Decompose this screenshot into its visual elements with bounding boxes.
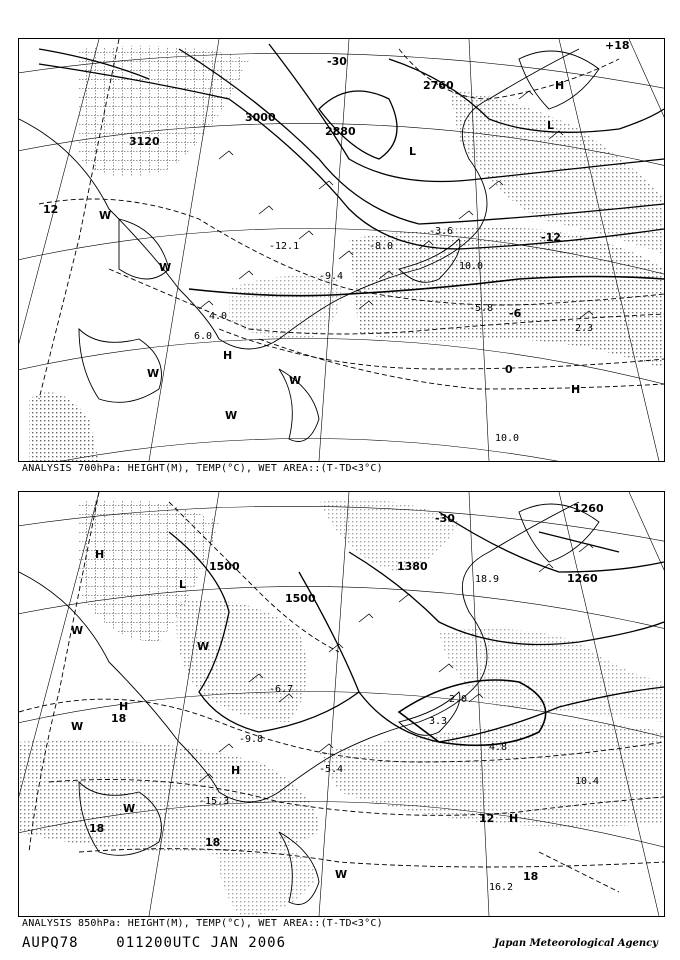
center-marker: L	[409, 145, 417, 158]
temp-label: -6	[509, 307, 522, 320]
center-marker: H	[555, 79, 565, 92]
center-marker: W	[71, 624, 84, 637]
chart-datetime: 011200UTC JAN 2006	[116, 935, 287, 951]
height-label: 2880	[325, 125, 356, 138]
wet-area-shading	[19, 500, 664, 917]
caption-850hpa: ANALYSIS 850hPa: HEIGHT(M), TEMP(°C), WET AREA::(T-TD<3°C)	[22, 918, 383, 929]
height-label: 3120	[129, 135, 160, 148]
center-marker: W	[197, 640, 210, 653]
chart-code: AUPQ78	[22, 935, 79, 951]
station-value: -12.1	[269, 241, 300, 252]
height-label: 1500	[285, 592, 316, 605]
center-marker: W	[99, 209, 112, 222]
temp-label: -12	[541, 231, 561, 244]
center-marker: W	[71, 720, 84, 733]
height-label: 1500	[209, 560, 240, 573]
station-value: 10.4	[575, 776, 600, 787]
chart-header	[22, 935, 286, 951]
station-value: 2.3	[575, 323, 594, 334]
temp-label: 12	[43, 203, 59, 216]
map-700hpa	[18, 38, 665, 462]
center-marker: L	[547, 119, 555, 132]
center-marker: W	[335, 868, 348, 881]
center-marker: H	[223, 349, 233, 362]
center-marker: H	[571, 383, 581, 396]
station-value: -15.3	[199, 796, 230, 807]
station-value: 4.0	[209, 311, 228, 322]
station-value: 2.0	[449, 694, 468, 705]
station-value: -9.4	[319, 271, 344, 282]
center-marker: H	[509, 812, 519, 825]
map-850hpa-canvas	[19, 492, 664, 916]
temp-label: 18	[205, 836, 221, 849]
map-850hpa	[18, 491, 665, 917]
station-value: 10.0	[495, 433, 520, 444]
center-marker: H	[95, 548, 105, 561]
center-marker: L	[179, 578, 187, 591]
center-marker: H	[119, 700, 129, 713]
station-value: -3.6	[429, 226, 454, 237]
center-marker: W	[123, 802, 136, 815]
height-label: 2760	[423, 79, 454, 92]
height-label: 1260	[573, 502, 604, 515]
station-value: -8.0	[369, 241, 394, 252]
height-label: 1380	[397, 560, 428, 573]
station-value: 16.2	[489, 882, 514, 893]
temp-label: 18	[89, 822, 105, 835]
center-marker: W	[225, 409, 238, 422]
caption-700hpa: ANALYSIS 700hPa: HEIGHT(M), TEMP(°C), WET AREA::(T-TD<3°C)	[22, 463, 383, 474]
station-value: -9.8	[239, 734, 264, 745]
station-value: -5.8	[469, 303, 494, 314]
temp-label: -30	[435, 512, 455, 525]
height-label: 1260	[567, 572, 598, 585]
temp-label: +18	[605, 39, 630, 52]
agency-credit: Japan Meteorological Agency	[494, 938, 658, 949]
temp-label: 12	[479, 812, 495, 825]
station-value: 6.0	[194, 331, 213, 342]
temp-label: -30	[327, 55, 347, 68]
station-value: -5.4	[319, 764, 344, 775]
temp-label: 18	[523, 870, 539, 883]
center-marker: W	[289, 374, 302, 387]
station-value: -6.7	[269, 684, 294, 695]
center-marker: W	[159, 261, 172, 274]
station-value: 18.9	[475, 574, 500, 585]
map-700hpa-canvas	[19, 39, 664, 461]
height-label: 3000	[245, 111, 276, 124]
station-value: 4.8	[489, 742, 508, 753]
temp-label: 0	[505, 363, 513, 376]
station-value: 3.3	[429, 716, 448, 727]
center-marker: H	[231, 764, 241, 777]
temp-label: 18	[111, 712, 127, 725]
center-marker: W	[147, 367, 160, 380]
station-value: 10.0	[459, 261, 484, 272]
